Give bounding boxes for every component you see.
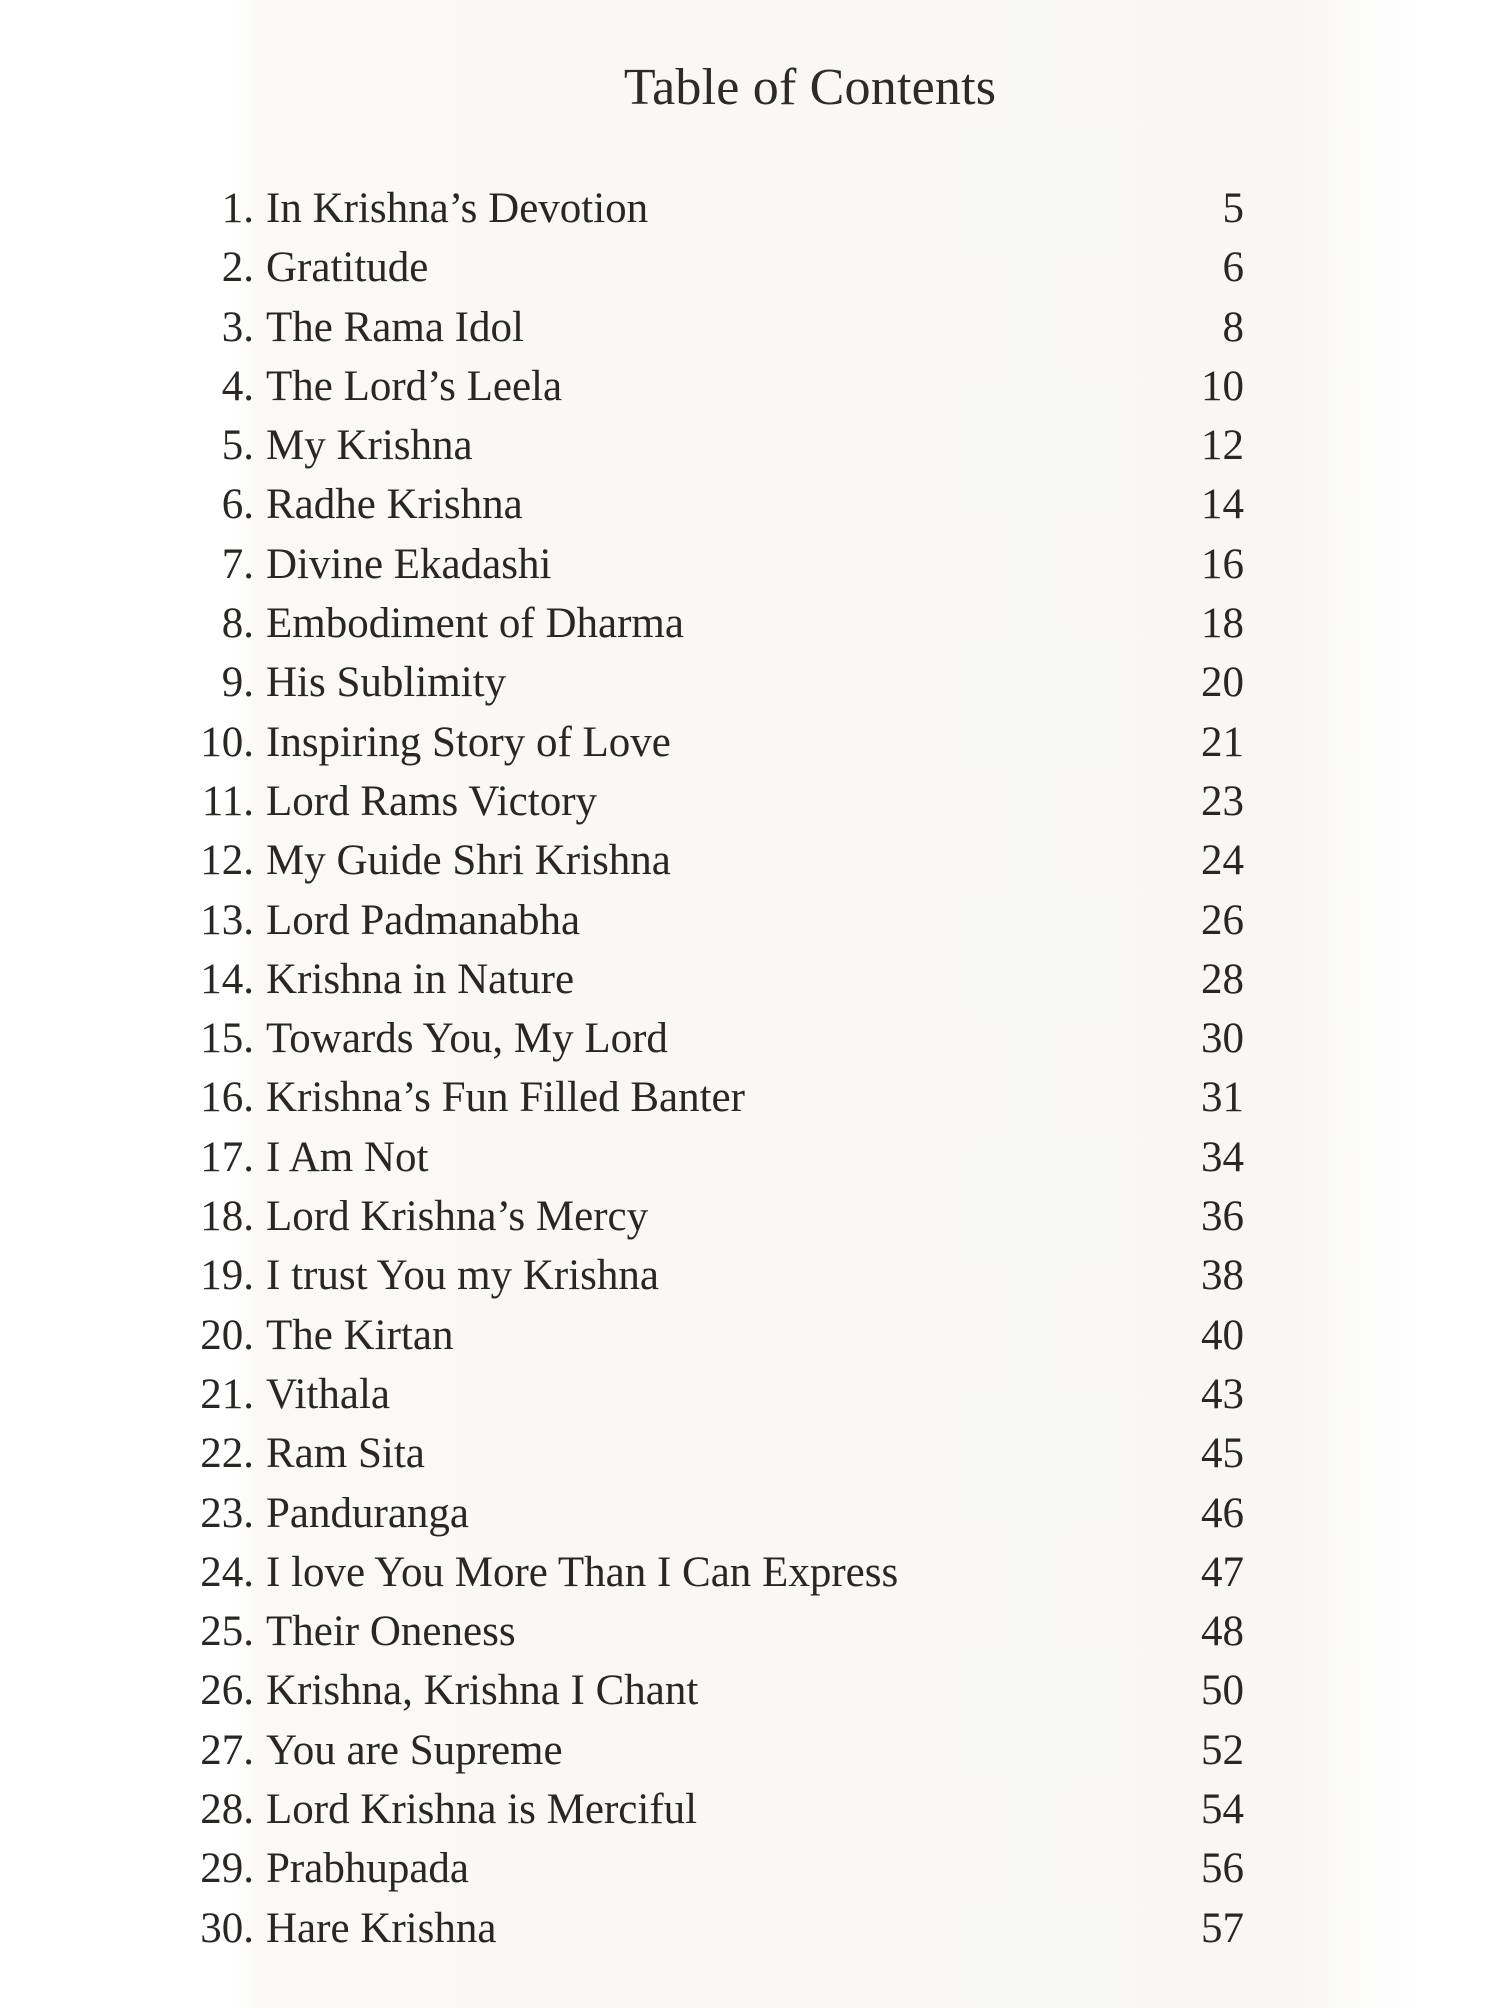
entry-page-number: 23 <box>1201 777 1244 825</box>
entry-title: Radhe Krishna <box>266 481 523 529</box>
entry-title: Lord Padmanabha <box>266 896 581 944</box>
toc-entry <box>200 950 1244 1009</box>
toc-entry <box>200 1721 1244 1780</box>
toc-entry <box>200 1602 1244 1661</box>
toc-entry <box>200 1424 1244 1483</box>
toc-entry <box>221 179 1244 238</box>
entry-page-number: 28 <box>1201 955 1244 1003</box>
toc-entry <box>200 1246 1244 1305</box>
entry-page-number: 20 <box>1201 659 1244 707</box>
toc-entry <box>221 535 1244 594</box>
toc-entry <box>200 1780 1244 1839</box>
entry-page-number: 14 <box>1201 481 1244 529</box>
entry-title: Inspiring Story of Love <box>266 718 671 766</box>
entry-number: 18. <box>200 1193 254 1241</box>
entry-number: 25. <box>200 1608 254 1656</box>
entry-page-number: 5 <box>1222 185 1244 232</box>
toc-entry <box>200 1543 1244 1602</box>
toc-entry <box>200 1009 1244 1068</box>
entry-number: 1. <box>221 185 254 232</box>
entry-number: 20. <box>200 1311 254 1359</box>
entry-page-number: 31 <box>1201 1074 1244 1122</box>
entry-page-number: 46 <box>1201 1489 1244 1537</box>
entry-title: Gratitude <box>266 244 429 292</box>
entry-number: 5. <box>221 422 254 470</box>
toc-entry <box>200 1899 1244 1958</box>
entry-page-number: 50 <box>1201 1667 1244 1715</box>
toc-entry <box>200 1661 1244 1720</box>
entry-page-number: 8 <box>1222 303 1244 351</box>
entry-title: Prabhupada <box>266 1845 469 1893</box>
entry-number: 15. <box>200 1015 254 1063</box>
entry-number: 14. <box>200 955 254 1003</box>
entry-title: The Rama Idol <box>266 303 524 351</box>
entry-title: You are Supreme <box>266 1726 563 1774</box>
toc-entry <box>200 1484 1244 1543</box>
entry-page-number: 43 <box>1201 1370 1244 1418</box>
entry-page-number: 24 <box>1201 837 1244 885</box>
entry-title: Krishna’s Fun Filled Banter <box>266 1074 745 1122</box>
toc-entry <box>221 653 1244 712</box>
toc-entry <box>200 1187 1244 1246</box>
entry-title: Embodiment of Dharma <box>266 600 684 648</box>
entry-title: Ram Sita <box>266 1430 425 1478</box>
entry-title: Lord Krishna’s Mercy <box>266 1193 649 1241</box>
entry-title: I trust You my Krishna <box>266 1252 660 1300</box>
toc-entry <box>221 357 1244 416</box>
entry-number: 3. <box>221 303 254 351</box>
entry-number: 24. <box>200 1548 254 1596</box>
entry-page-number: 48 <box>1201 1608 1244 1656</box>
entry-title: Towards You, My Lord <box>266 1015 668 1063</box>
entry-page-number: 57 <box>1201 1904 1244 1952</box>
entry-page-number: 26 <box>1201 896 1244 944</box>
entry-page-number: 52 <box>1201 1726 1244 1774</box>
toc-entry <box>200 891 1244 950</box>
toc-entry <box>221 416 1244 475</box>
toc-entry <box>221 594 1244 653</box>
entry-page-number: 30 <box>1201 1015 1244 1063</box>
toc-entry <box>201 772 1244 831</box>
entry-title: Krishna in Nature <box>266 955 575 1003</box>
toc-entry <box>200 1128 1244 1187</box>
entry-number: 8. <box>221 600 254 648</box>
toc-entry <box>200 1365 1244 1424</box>
entry-page-number: 45 <box>1201 1430 1244 1478</box>
entry-page-number: 34 <box>1201 1133 1244 1181</box>
entry-number: 9. <box>221 659 254 707</box>
entry-number: 11. <box>201 777 254 825</box>
entry-page-number: 12 <box>1201 422 1244 470</box>
entry-title: Their Oneness <box>266 1608 516 1656</box>
entry-number: 19. <box>200 1252 254 1300</box>
entry-number: 17. <box>200 1133 254 1181</box>
entry-number: 21. <box>200 1370 254 1418</box>
entry-title: I love You More Than I Can Express <box>266 1548 899 1596</box>
entry-number: 27. <box>200 1726 254 1774</box>
entry-page-number: 56 <box>1201 1845 1244 1893</box>
entry-number: 6. <box>221 481 254 529</box>
toc-entry <box>200 831 1244 890</box>
entry-title: Lord Rams Victory <box>266 777 598 825</box>
entry-number: 16. <box>200 1074 254 1122</box>
toc-entry <box>200 1839 1244 1898</box>
entry-title: Divine Ekadashi <box>266 540 552 588</box>
entry-number: 2. <box>221 244 254 292</box>
entry-title: Krishna, Krishna I Chant <box>266 1667 699 1715</box>
entry-number: 4. <box>221 362 254 410</box>
entry-page-number: 10 <box>1201 362 1244 410</box>
table-of-contents <box>200 179 1244 1958</box>
toc-entry <box>200 713 1244 772</box>
entry-number: 13. <box>200 896 254 944</box>
entry-number: 28. <box>200 1786 254 1834</box>
entry-page-number: 40 <box>1201 1311 1244 1359</box>
entry-page-number: 47 <box>1201 1548 1244 1596</box>
entry-page-number: 54 <box>1201 1786 1244 1834</box>
entry-title: His Sublimity <box>266 659 507 707</box>
entry-title: My Krishna <box>266 422 473 470</box>
entry-page-number: 38 <box>1201 1252 1244 1300</box>
entry-title: The Kirtan <box>266 1311 454 1359</box>
entry-number: 22. <box>200 1430 254 1478</box>
toc-entry <box>200 1306 1244 1365</box>
entry-number: 26. <box>200 1667 254 1715</box>
entry-number: 23. <box>200 1489 254 1537</box>
toc-entry <box>200 1068 1244 1127</box>
entry-page-number: 16 <box>1201 540 1244 588</box>
entry-page-number: 36 <box>1201 1193 1244 1241</box>
entry-title: The Lord’s Leela <box>266 362 563 410</box>
toc-entry <box>221 238 1244 297</box>
entry-page-number: 21 <box>1201 718 1244 766</box>
entry-number: 7. <box>221 540 254 588</box>
entry-title: My Guide Shri Krishna <box>266 837 671 885</box>
entry-title: Vithala <box>266 1370 390 1418</box>
toc-entry <box>221 298 1244 357</box>
entry-number: 30. <box>200 1904 254 1952</box>
entry-page-number: 18 <box>1201 600 1244 648</box>
toc-entry <box>221 475 1244 534</box>
entry-title: Lord Krishna is Merciful <box>266 1786 698 1834</box>
page-title: Table of Contents <box>623 59 997 116</box>
entry-number: 29. <box>200 1845 254 1893</box>
entry-page-number: 6 <box>1222 244 1244 292</box>
entry-number: 10. <box>200 718 254 766</box>
entry-title: Hare Krishna <box>266 1904 497 1952</box>
entry-title: In Krishna’s Devotion <box>266 185 649 232</box>
entry-title: I Am Not <box>266 1133 429 1181</box>
entry-title: Panduranga <box>266 1489 469 1537</box>
entry-number: 12. <box>200 837 254 885</box>
